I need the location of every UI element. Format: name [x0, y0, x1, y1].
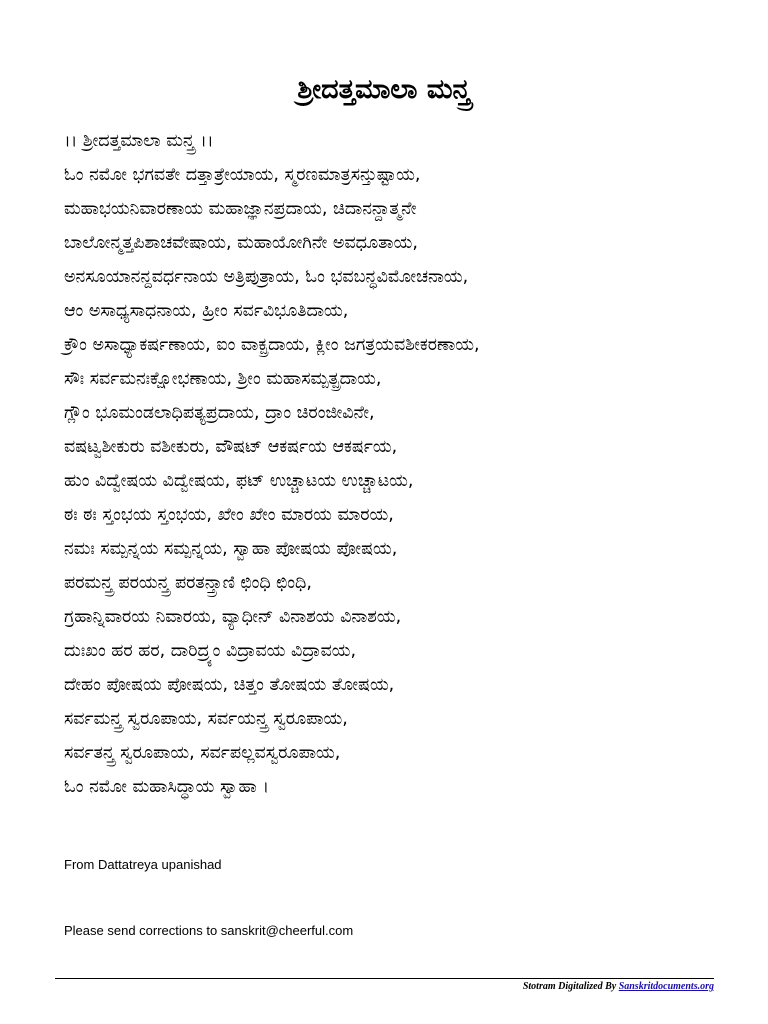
mantra-line: ಮಹಾಭಯನಿವಾರಣಾಯ ಮಹಾಜ್ಞಾನಪ್ರದಾಯ, ಚಿದಾನನ್ದಾತ್ಮನೇ: [64, 199, 417, 219]
mantra-line: ಠಃ ಠಃ ಸ್ತಂಭಯ ಸ್ತಂಭಯ, ಖೇಂ ಖೇಂ ಮಾರಯ ಮಾರಯ,: [64, 505, 394, 525]
mantra-line: ಹುಂ ವಿದ್ವೇಷಯ ವಿದ್ವೇಷಯ, ಫಟ್ ಉಚ್ಚಾಟಯ ಉಚ್ಚಾಟಯ,: [64, 471, 414, 491]
footer-credit-label: Stotram Digitalized By: [522, 981, 619, 992]
footer-credit: [523, 980, 714, 994]
mantra-text: [64, 124, 744, 804]
footer-divider: [55, 978, 714, 979]
mantra-line: ದುಃಖಂ ಹರ ಹರ, ದಾರಿದ್ರ್ಯಂ ವಿದ್ರಾವಯ ವಿದ್ರಾವಯ,: [64, 641, 357, 661]
mantra-line: ಸರ್ವತನ್ತ್ರ ಸ್ವರೂಪಾಯ, ಸರ್ವಪಲ್ಲವಸ್ವರೂಪಾಯ,: [64, 743, 341, 763]
mantra-line: ಓಂ ನಮೋ ಮಹಾಸಿದ್ಧಾಯ ಸ್ವಾಹಾ ।: [64, 777, 270, 797]
corrections-note: Please send corrections to sanskrit@cheerful.com: [64, 923, 354, 938]
mantra-line: ।। ಶ್ರೀದತ್ತಮಾಲಾ ಮನ್ತ್ರ ।।: [64, 131, 214, 151]
source-note: From Dattatreya upanishad: [64, 857, 222, 872]
sanskritdocuments-link[interactable]: Sanskritdocuments.org: [618, 981, 714, 992]
mantra-line: ಗ್ರಹಾನ್ನಿವಾರಯ ನಿವಾರಯ, ವ್ಯಾಧೀನ್ ವಿನಾಶಯ ವಿನಾಶಯ,: [64, 607, 402, 627]
mantra-line: ಅನಸೂಯಾನನ್ದವರ್ಧನಾಯ ಅತ್ರಿಪುತ್ರಾಯ, ಓಂ ಭವಬನ್ಧವಿಮೋಚನಾಯ,: [64, 267, 469, 287]
mantra-line: ಆಂ ಅಸಾಧ್ಯಸಾಧನಾಯ, ಹ್ರೀಂ ಸರ್ವವಿಭೂತಿದಾಯ,: [64, 301, 349, 321]
mantra-line: ದೇಹಂ ಪೋಷಯ ಪೋಷಯ, ಚಿತ್ತಂ ತೋಷಯ ತೋಷಯ,: [64, 675, 395, 695]
mantra-line: ಓಂ ನಮೋ ಭಗವತೇ ದತ್ತಾತ್ರೇಯಾಯ, ಸ್ಮರಣಮಾತ್ರಸನ್ತುಷ್ಟಾಯ,: [64, 165, 421, 185]
mantra-line: ಪರಮನ್ತ್ರ ಪರಯನ್ತ್ರ ಪರತನ್ತ್ರಾಣಿ ಛಿಂಧಿ ಛಿಂಧಿ,: [64, 573, 312, 593]
mantra-line: ಸರ್ವಮನ್ತ್ರ ಸ್ವರೂಪಾಯ, ಸರ್ವಯನ್ತ್ರ ಸ್ವರೂಪಾಯ,: [64, 709, 348, 729]
mantra-line: ಗ್ಲೌಂ ಭೂಮಂಡಲಾಧಿಪತ್ಯಪ್ರದಾಯ, ದ್ರಾಂ ಚಿರಂಜೀವಿನೇ,: [64, 403, 375, 423]
mantra-line: ವಷಟ್ವಶೀಕುರು ವಶೀಕುರು, ವೌಷಟ್ ಆಕರ್ಷಯ ಆಕರ್ಷಯ,: [64, 437, 398, 457]
mantra-line: ಬಾಲೋನ್ಮತ್ತಪಿಶಾಚವೇಷಾಯ, ಮಹಾಯೋಗಿನೇ ಅವಧೂತಾಯ,: [64, 233, 418, 253]
document-title: ಶ್ರೀದತ್ತಮಾಲಾ ಮನ್ತ್ರ: [297, 74, 471, 106]
mantra-line: ಸೌಃ ಸರ್ವಮನಃಕ್ಷೋಭಣಾಯ, ಶ್ರೀಂ ಮಹಾಸಮ್ಪತ್ಪ್ರದಾಯ,: [64, 369, 382, 389]
mantra-line: ನಮಃ ಸಮ್ಪನ್ನಯ ಸಮ್ಪನ್ನಯ, ಸ್ವಾಹಾ ಪೋಷಯ ಪೋಷಯ,: [64, 539, 398, 559]
mantra-line: ಕ್ರೌಂ ಅಸಾಧ್ಯಾಕರ್ಷಣಾಯ, ಐಂ ವಾಕ್ಪ್ರದಾಯ, ಕ್ಲೀಂ ಜಗತ್ರಯವಶೀಕರಣಾಯ,: [64, 335, 480, 355]
